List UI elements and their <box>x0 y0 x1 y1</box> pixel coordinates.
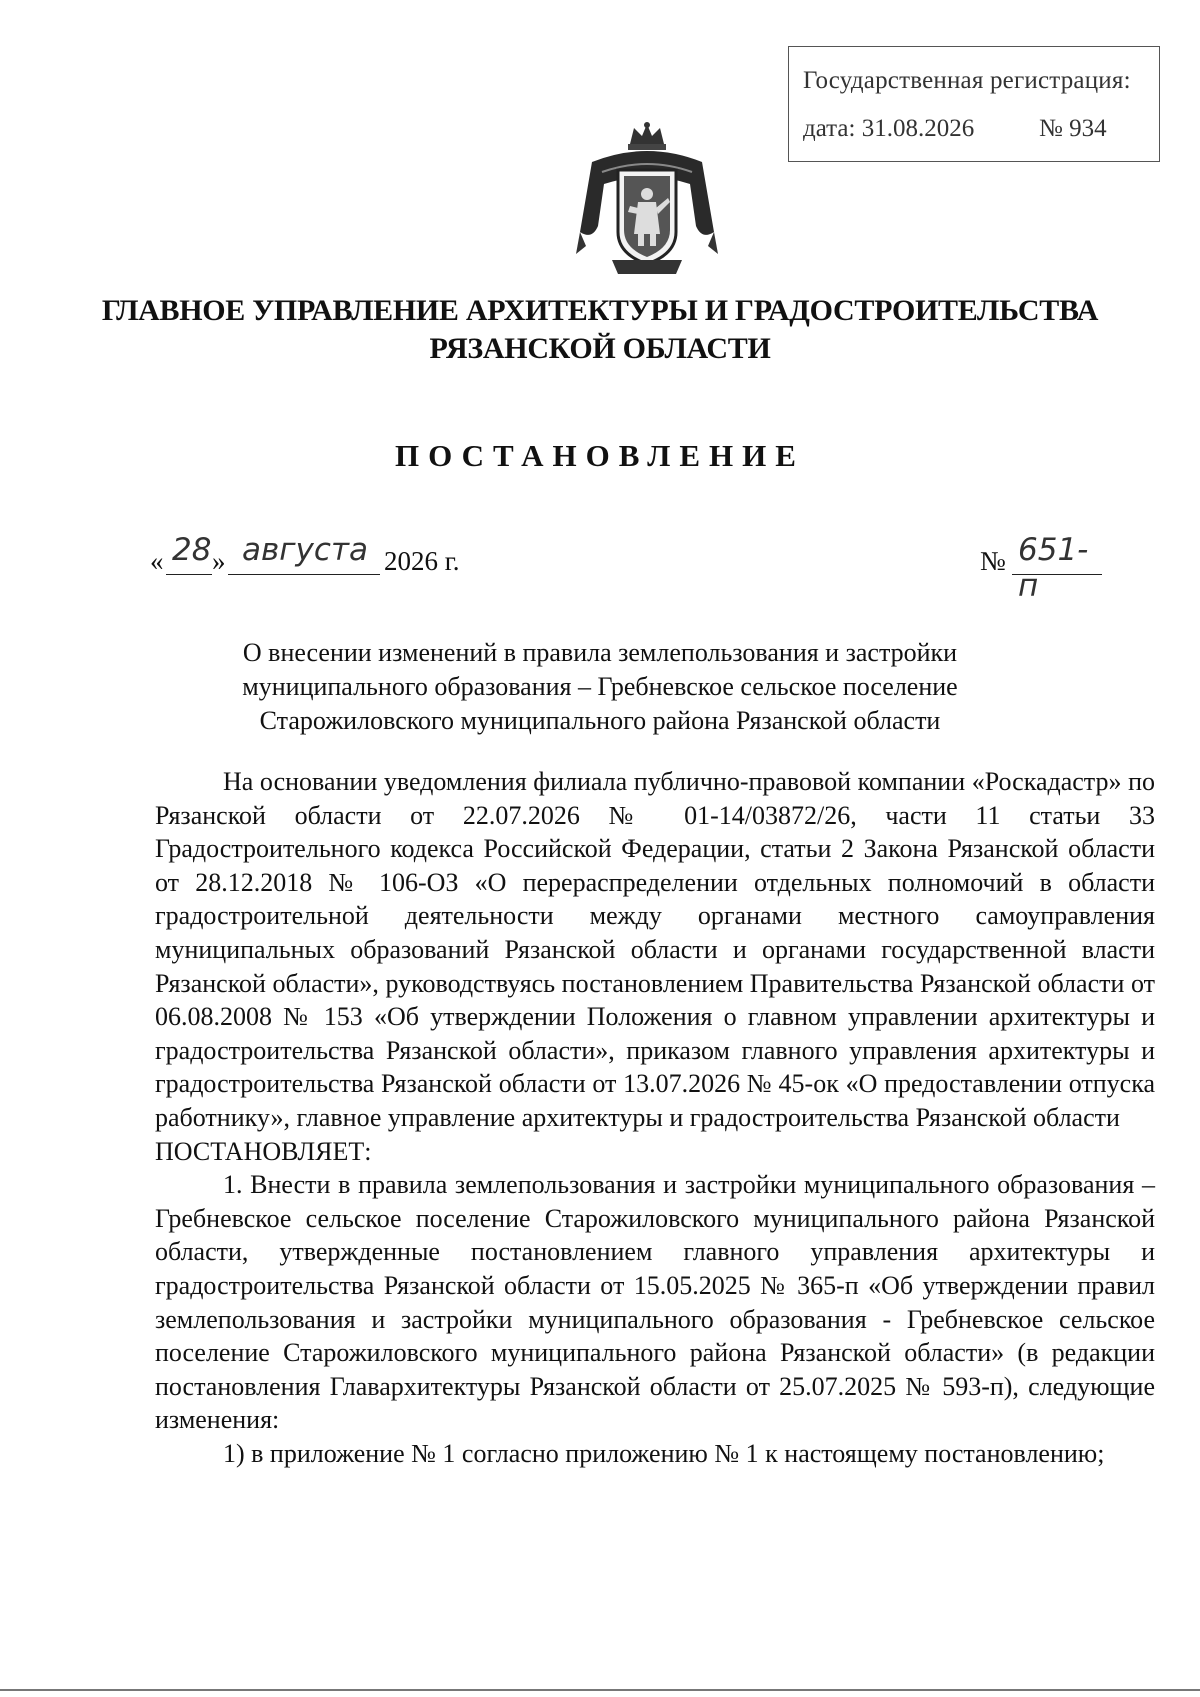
document-number-underline <box>1012 574 1102 575</box>
registration-stamp <box>788 46 1160 162</box>
date-number-line <box>150 532 1100 604</box>
date-month-underline <box>228 574 380 575</box>
preamble-paragraph: На основании уведомления филиала публично-правовой компании «Роскадастр» по Рязанской области от 22.07.2026 № 01-14/03872/26, части 11 статьи 33 Градостроительного кодекса Российской Федерации, статьи 2 Закона Рязанской области от 28.12.2018 № 106-ОЗ «О перераспределении отдельных полномочий в области градостроительной деятельности между органами местного самоуправления муниципальных образований Рязанской области и органами государственной власти Рязанской области», руководствуясь постановлением Правительства Рязанской области от 06.08.2008 № 153 «Об утверждении Положения о главном управлении архитектуры и градостроительства Рязанской области», приказом главного управления архитектуры и градостроительства Рязанской области от 13.07.2026 № 45-ок «О предоставлении отпуска работнику», главное управление архитектуры и градостроительства Рязанской области <box>155 767 1155 1132</box>
date-year: 2026 г. <box>384 546 460 576</box>
organization-line-1: ГЛАВНОЕ УПРАВЛЕНИЕ АРХИТЕКТУРЫ И ГРАДОСТРОИТЕЛЬСТВА <box>101 294 1099 327</box>
organization-line-2: РЯЗАНСКОЙ ОБЛАСТИ <box>429 332 771 365</box>
document-type: ПОСТАНОВЛЕНИЕ <box>395 438 805 473</box>
registration-date: дата: 31.08.2026 <box>803 115 975 142</box>
date-day-underline <box>166 574 212 575</box>
item-1-paragraph: 1. Внести в правила землепользования и застройки муниципального образования – Гребневское сельское поселение Старожиловского муниципального района Рязанской области, утвержденные постановлением главного управления архитектуры и градостроительства Рязанской области от 15.05.2025 № 365-п «Об утверждении правил землепользования и застройки муниципального образования - Гребневское сельское поселение Старожиловского муниципального района Рязанской области» (в редакции постановления Главархитектуры Рязанской области от 25.07.2025 № 593-п), следующие изменения: <box>155 1170 1155 1435</box>
document-body <box>155 765 1155 1470</box>
document-number: 651-п <box>1018 532 1089 604</box>
number-sign: № <box>980 546 1006 576</box>
document-subject <box>150 636 1050 738</box>
subject-line-2: муниципального образования – Гребневское сельское поселение <box>242 672 958 701</box>
subject-line-1: О внесении изменений в правила землепользования и застройки <box>242 638 958 667</box>
date-open-quote: « <box>150 546 164 576</box>
date-close-quote: » <box>212 546 226 576</box>
registration-title: Государственная регистрация: <box>803 67 1131 94</box>
resolves-word: ПОСТАНОВЛЯЕТ: <box>155 1136 372 1166</box>
subject-line-3: Старожиловского муниципального района Рязанской области <box>259 706 941 735</box>
subitem-1-paragraph: 1) в приложение № 1 согласно приложению № 1 к настоящему постановлению; <box>223 1438 1105 1468</box>
date-day: 28 <box>172 532 212 568</box>
registration-number: № 934 <box>1039 115 1107 142</box>
coat-of-arms-ryazan-icon <box>572 122 722 282</box>
organization-name <box>0 292 1200 368</box>
page-bottom-edge <box>0 1689 1200 1691</box>
date-month: августа <box>242 532 368 568</box>
